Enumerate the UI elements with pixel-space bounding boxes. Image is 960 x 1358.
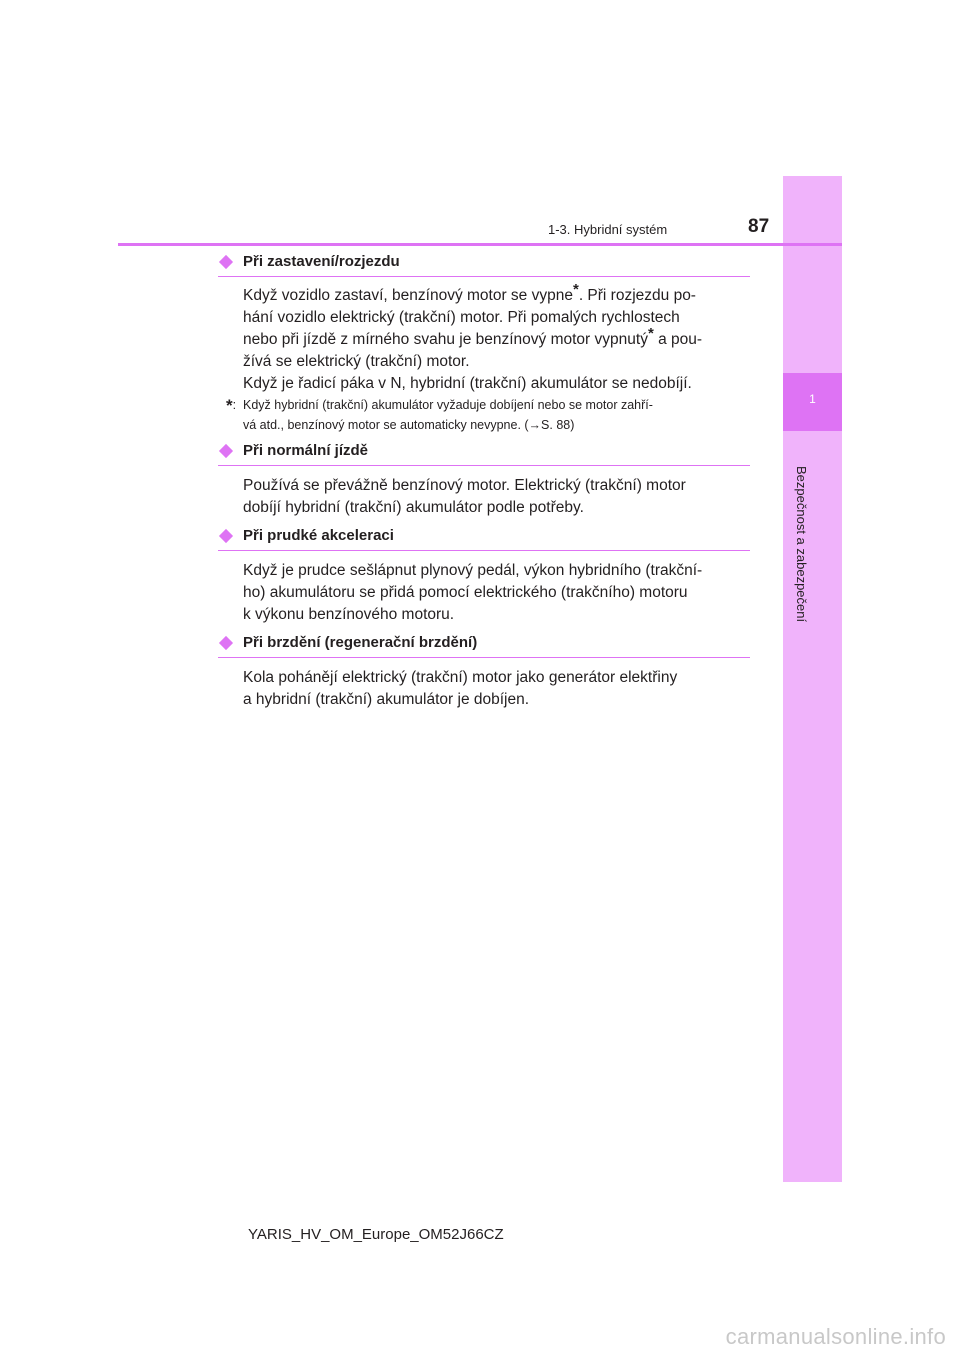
body-line: a hybridní (trakční) akumulátor je dobíjen. <box>243 691 530 708</box>
body-line: hání vozidlo elektrický (trakční) motor. Při pomalých rychlostech <box>243 309 680 326</box>
section-regenerative-braking <box>218 633 750 711</box>
header-section-title: 1-3. Hybridní systém <box>548 222 668 237</box>
body-line: k výkonu benzínového motoru. <box>243 606 455 623</box>
section-body <box>218 667 750 711</box>
body-line: ho) akumulátoru se přidá pomocí elektrického (trakčního) motoru <box>243 584 688 601</box>
asterisk-marker: * <box>572 281 579 298</box>
section-heading <box>218 252 750 277</box>
body-line: Používá se převážně benzínový motor. Elektrický (trakční) motor <box>243 477 686 494</box>
diamond-bullet-icon <box>219 529 233 543</box>
header-rule <box>118 243 842 246</box>
document-code: YARIS_HV_OM_Europe_OM52J66CZ <box>248 1226 504 1243</box>
watermark: carmanualsonline.info <box>725 1324 946 1349</box>
page-number: 87 <box>748 216 770 237</box>
body-line: Když vozidlo zastaví, benzínový motor se vypne*. Při rozjezdu po- <box>243 281 696 304</box>
section-normal-driving <box>218 441 750 519</box>
body-line: žívá se elektrický (trakční) motor. <box>243 353 470 370</box>
section-title: Při brzdění (regenerační brzdění) <box>243 634 478 651</box>
diamond-bullet-icon <box>219 444 233 458</box>
chapter-side-tab <box>783 176 842 1182</box>
body-line: Když je prudce sešlápnut plynový pedál, výkon hybridního (trakční- <box>243 562 703 579</box>
section-hard-acceleration <box>218 526 750 626</box>
section-heading <box>218 526 750 551</box>
diamond-bullet-icon <box>219 636 233 650</box>
section-title: Při zastavení/rozjezdu <box>243 253 400 270</box>
body-line: nebo při jízdě z mírného svahu je benzínový motor vypnutý* a pou- <box>243 325 703 348</box>
section-heading <box>218 441 750 466</box>
section-title: Při normální jízdě <box>243 442 369 459</box>
chapter-title: Bezpečnost a zabezpečení <box>794 466 809 623</box>
section-title: Při prudké akceleraci <box>243 527 394 544</box>
diamond-bullet-icon <box>219 255 233 269</box>
body-line: Když je řadicí páka v N, hybridní (trakční) akumulátor se nedobíjí. <box>243 375 692 392</box>
footnote <box>218 395 750 435</box>
section-body <box>218 281 750 395</box>
asterisk-marker: * <box>647 325 654 342</box>
chapter-number: 1 <box>809 392 816 406</box>
footnote-line: vá atd., benzínový motor se automaticky nevypne. (→S. 88) <box>243 418 575 432</box>
body-line: Kola pohánějí elektrický (trakční) motor jako generátor elektřiny <box>243 669 678 686</box>
footnote-marker: *: <box>226 396 237 415</box>
body-line: dobíjí hybridní (trakční) akumulátor podle potřeby. <box>243 499 584 516</box>
footnote-line: Když hybridní (trakční) akumulátor vyžaduje dobíjení nebo se motor zahří- <box>243 398 653 412</box>
section-body <box>218 475 750 519</box>
section-stop-start <box>218 252 750 435</box>
section-heading <box>218 633 750 658</box>
section-body <box>218 560 750 626</box>
